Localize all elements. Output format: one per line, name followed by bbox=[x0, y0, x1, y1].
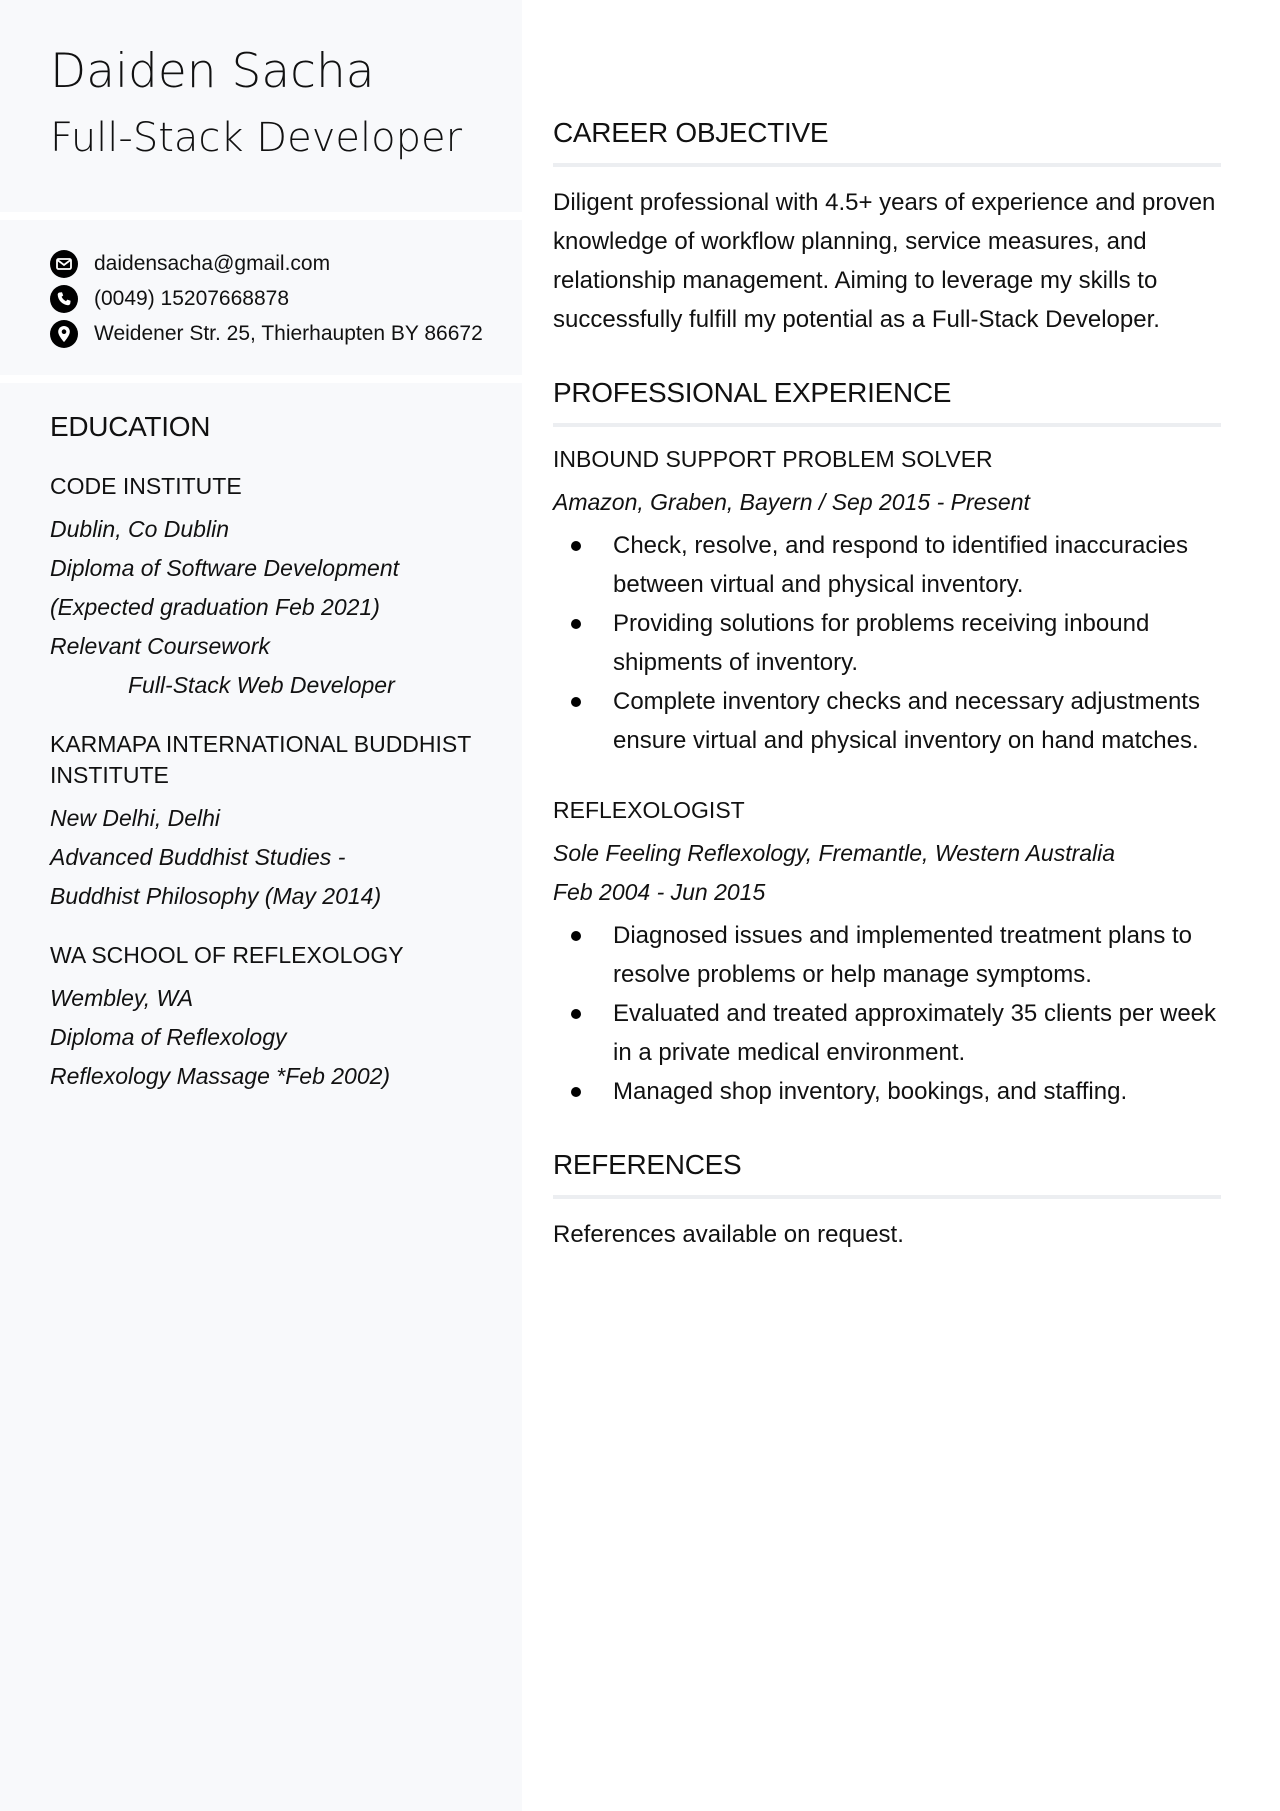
sidebar-divider bbox=[0, 375, 522, 383]
job-meta: Sole Feeling Reflexology, Fremantle, Western Australia bbox=[553, 840, 1116, 866]
bullet-item: Complete inventory checks and necessary adjustments ensure virtual and physical inventory on hand matches. bbox=[553, 682, 1221, 760]
references-heading: REFERENCES bbox=[553, 1145, 1221, 1199]
candidate-title: Full-Stack Developer bbox=[50, 115, 463, 161]
references-text: References available on request. bbox=[553, 1221, 904, 1248]
job-dates: Feb 2004 - Jun 2015 bbox=[553, 879, 766, 905]
school-name: CODE INSTITUTE bbox=[50, 473, 242, 499]
coursework-label: Relevant Coursework bbox=[50, 633, 270, 659]
contact-address bbox=[50, 316, 512, 351]
job-bullets bbox=[553, 526, 1221, 760]
education-entry bbox=[50, 940, 512, 1096]
bullet-item: Diagnosed issues and implemented treatment plans to resolve problems or help manage symptoms. bbox=[553, 916, 1221, 994]
address-text: Weidener Str. 25, Thierhaupten BY 86672 bbox=[94, 321, 483, 345]
school-location: Dublin, Co Dublin bbox=[50, 516, 229, 542]
job-entry bbox=[553, 443, 1221, 760]
job-bullets bbox=[553, 916, 1221, 1111]
job-entry bbox=[553, 794, 1221, 1111]
main-column bbox=[553, 113, 1221, 1254]
education-entry bbox=[50, 471, 512, 705]
contact-phone bbox=[50, 281, 512, 316]
degree: Advanced Buddhist Studies - bbox=[50, 844, 346, 870]
contact-list bbox=[50, 246, 512, 351]
bullet-item: Evaluated and treated approximately 35 clients per week in a private medical environment. bbox=[553, 994, 1221, 1072]
candidate-name: Daiden Sacha bbox=[50, 44, 375, 99]
degree-note: Reflexology Massage *Feb 2002) bbox=[50, 1063, 391, 1089]
education-entry bbox=[50, 729, 512, 916]
degree: Diploma of Reflexology bbox=[50, 1024, 287, 1050]
bullet-item: Managed shop inventory, bookings, and staffing. bbox=[553, 1072, 1221, 1111]
envelope-icon bbox=[50, 250, 78, 278]
coursework-item: Full-Stack Web Developer bbox=[128, 672, 395, 698]
job-title: REFLEXOLOGIST bbox=[553, 797, 745, 823]
degree-note: (Expected graduation Feb 2021) bbox=[50, 594, 380, 620]
school-location: New Delhi, Delhi bbox=[50, 805, 221, 831]
job-title: INBOUND SUPPORT PROBLEM SOLVER bbox=[553, 446, 993, 472]
degree: Diploma of Software Development bbox=[50, 555, 399, 581]
education-section bbox=[50, 407, 512, 1096]
experience-heading: PROFESSIONAL EXPERIENCE bbox=[553, 373, 1221, 427]
location-pin-icon bbox=[50, 320, 78, 348]
bullet-item: Providing solutions for problems receiving inbound shipments of inventory. bbox=[553, 604, 1221, 682]
job-meta: Amazon, Graben, Bayern / Sep 2015 - Present bbox=[553, 489, 1030, 515]
phone-text: (0049) 15207668878 bbox=[94, 286, 290, 310]
experience-section bbox=[553, 373, 1221, 1111]
phone-icon bbox=[50, 285, 78, 313]
sidebar-divider bbox=[0, 212, 522, 220]
bullet-item: Check, resolve, and respond to identified inaccuracies between virtual and physical inventory. bbox=[553, 526, 1221, 604]
email-text[interactable]: daidensacha@gmail.com bbox=[94, 251, 331, 275]
education-heading: EDUCATION bbox=[50, 411, 211, 442]
objective-text: Diligent professional with 4.5+ years of experience and proven knowledge of workflow planning, service measures, and relationship management. Aiming to leverage my skills to successfully fulfill my potential as a Full-Stack Developer. bbox=[553, 189, 1216, 333]
objective-section bbox=[553, 113, 1221, 339]
school-location: Wembley, WA bbox=[50, 985, 194, 1011]
objective-heading: CAREER OBJECTIVE bbox=[553, 113, 1221, 167]
contact-email bbox=[50, 246, 512, 281]
degree-note: Buddhist Philosophy (May 2014) bbox=[50, 883, 382, 909]
school-name: KARMAPA INTERNATIONAL BUDDHIST INSTITUTE bbox=[50, 731, 471, 788]
school-name: WA SCHOOL OF REFLEXOLOGY bbox=[50, 942, 404, 968]
references-section bbox=[553, 1145, 1221, 1254]
